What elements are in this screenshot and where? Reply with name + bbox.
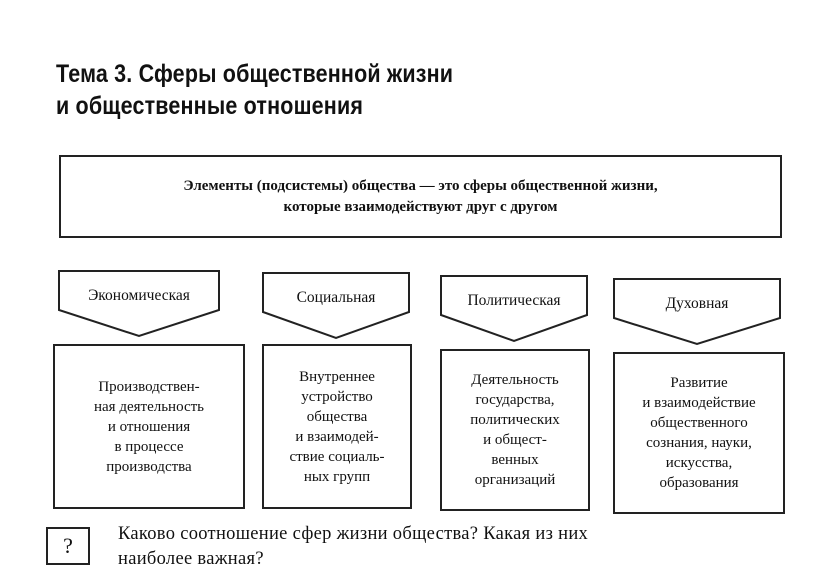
- question-mark-box: ?: [46, 527, 90, 565]
- desc-line: и взаимодей-: [295, 428, 379, 445]
- sphere-desc-spiritual: [613, 352, 785, 514]
- desc-line: и отношения: [107, 418, 191, 435]
- definition-box: [59, 155, 782, 238]
- desc-line: ных групп: [303, 468, 371, 485]
- desc-line: устройство: [301, 388, 373, 405]
- desc-line: Развитие: [670, 375, 728, 391]
- sphere-header-economic: [58, 270, 220, 338]
- desc-line: общества: [306, 408, 368, 425]
- sphere-name: Социальная: [296, 289, 376, 306]
- desc-line: политических: [470, 412, 560, 428]
- sphere-desc-economic: [53, 344, 245, 509]
- desc-line: в процессе: [114, 438, 184, 455]
- sphere-header-social: [262, 272, 410, 340]
- title-line-1: Тема 3. Сферы общественной жизни: [56, 60, 454, 88]
- desc-line: Внутреннее: [299, 368, 375, 385]
- sphere-header-political: [440, 275, 588, 343]
- question-line-1: Каково соотношение сфер жизни общества? Какая из них: [118, 524, 589, 544]
- page-title: [56, 58, 658, 122]
- desc-line: венных: [491, 452, 539, 468]
- desc-line: искусства,: [665, 455, 733, 471]
- sphere-name: Политическая: [467, 292, 561, 309]
- desc-line: Производствен-: [98, 378, 200, 395]
- question-line-2: наиболее важная?: [118, 549, 264, 569]
- desc-line: сознания, науки,: [646, 435, 752, 451]
- sphere-desc-political: [440, 349, 590, 511]
- sphere-name: Экономическая: [88, 287, 190, 304]
- desc-line: и общест-: [483, 432, 547, 448]
- title-line-2: и общественные отношения: [56, 92, 364, 120]
- sphere-desc-social: [262, 344, 412, 509]
- desc-line: производства: [106, 458, 192, 475]
- desc-line: ная деятельность: [93, 398, 205, 415]
- sphere-header-spiritual: [613, 278, 781, 346]
- sphere-name: Духовная: [665, 295, 729, 312]
- definition-line-1: Элементы (подсистемы) общества — это сферы общественной жизни,: [183, 177, 658, 194]
- desc-line: образования: [659, 475, 739, 491]
- definition-line-2: которые взаимодействуют друг с другом: [283, 198, 558, 215]
- desc-line: организаций: [474, 472, 556, 488]
- desc-line: Деятельность: [471, 372, 559, 388]
- desc-line: и взаимодействие: [642, 395, 756, 411]
- desc-line: ствие социаль-: [289, 448, 385, 465]
- question-text: [118, 522, 798, 572]
- desc-line: государства,: [475, 392, 555, 408]
- desc-line: общественного: [650, 415, 748, 431]
